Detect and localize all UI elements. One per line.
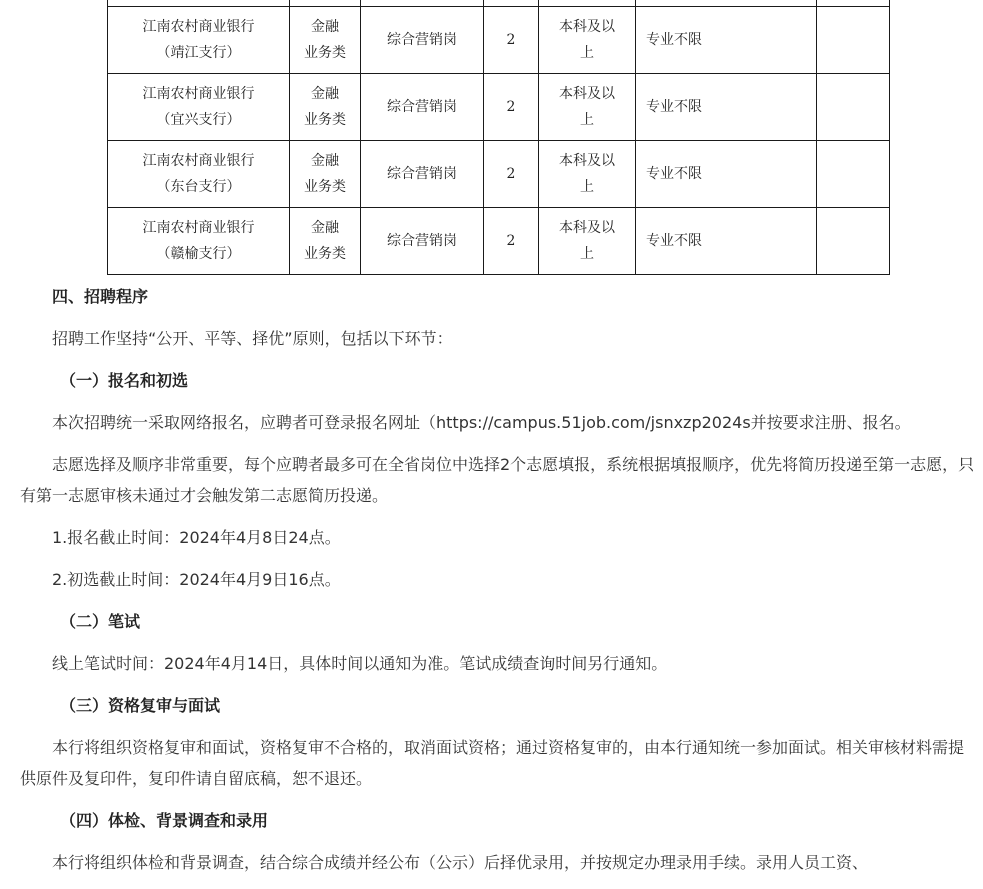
cell-education [539,140,636,207]
cell-unit [108,207,290,274]
cell-count [484,73,539,140]
table-row [108,207,890,274]
article-body [20,281,975,889]
cell-text: 2 [506,98,516,115]
section-heading: 四、招聘程序 [52,287,149,306]
cell-education [539,73,636,140]
subsection-heading-written-test: （二）笔试 [60,612,141,631]
cell-position [361,140,484,207]
cell-text: 综合营销岗 [387,232,457,249]
subsection-heading-review-interview: （三）资格复审与面试 [60,696,221,715]
cell-category [290,73,361,140]
cell-text: 本科及以 [559,18,615,35]
section-intro: 招聘工作坚持“公开、平等、择优”原则，包括以下环节： [52,329,453,348]
cell-text: 江南农村商业银行 [142,18,255,35]
cell-category [290,6,361,73]
cell-text: 本科及以 [559,152,615,169]
cell-count [484,6,539,73]
cell-count [484,140,539,207]
cell-major [636,207,817,274]
exam-hiring-paragraph: 本行将组织体检和背景调查，结合综合成绩并经公布（公示）后择优录用，并按规定办理录用手续。录用人员工资、 [52,853,869,872]
cell-position [361,73,484,140]
cell-text: 金融 [311,219,339,236]
cell-remark [817,73,890,140]
screening-deadline: 2.初选截止时间：2024年4月9日16点。 [52,570,341,589]
cell-text: 本科及以 [559,85,615,102]
cell-text: 专业不限 [646,165,702,182]
cell-text: 本科及以 [559,219,615,236]
positions-table-wrapper [107,0,890,275]
cell-remark [817,140,890,207]
table-row [108,73,890,140]
cell-education [539,6,636,73]
cell-text: 上 [580,245,594,262]
cell-category [290,140,361,207]
cell-unit [108,140,290,207]
positions-table [107,0,890,275]
cell-text: 专业不限 [646,31,702,48]
cell-text: 金融 [311,85,339,102]
cell-text: 综合营销岗 [387,165,457,182]
cell-remark [817,6,890,73]
cell-position [361,207,484,274]
cell-text: 江南农村商业银行 [142,219,255,236]
cell-text: （宜兴支行） [156,111,241,128]
cell-text: 业务类 [304,44,346,61]
subsection-heading-exam-hiring: （四）体检、背景调查和录用 [60,811,269,830]
cell-text: 金融 [311,152,339,169]
cell-count [484,207,539,274]
cell-text: 2 [506,31,516,48]
positions-table-body [108,0,890,274]
cell-major [636,6,817,73]
cell-text: （东台支行） [156,178,241,195]
preference-paragraph: 志愿选择及顺序非常重要，每个应聘者最多可在全省岗位中选择2个志愿填报，系统根据填报顺序，优先将简历投递至第一志愿，只有第一志愿审核未通过才会触发第二志愿简历投递。 [20,455,975,505]
cell-text: 江南农村商业银行 [142,85,255,102]
cell-education [539,207,636,274]
cell-category [290,207,361,274]
cell-position [361,6,484,73]
cell-text: 综合营销岗 [387,31,457,48]
cell-text: 综合营销岗 [387,98,457,115]
written-test-paragraph: 线上笔试时间：2024年4月14日，具体时间以通知为准。笔试成绩查询时间另行通知。 [52,654,668,673]
cell-text: 业务类 [304,178,346,195]
cell-unit [108,6,290,73]
subsection-heading-registration: （一）报名和初选 [60,371,189,390]
cell-text: （赣榆支行） [156,245,241,262]
cell-unit [108,73,290,140]
table-row [108,140,890,207]
cell-text: 江南农村商业银行 [142,152,255,169]
cell-text: 业务类 [304,245,346,262]
cell-text: 上 [580,111,594,128]
cell-text: 金融 [311,18,339,35]
cell-major [636,140,817,207]
table-row [108,6,890,73]
cell-text: 专业不限 [646,98,702,115]
review-interview-paragraph: 本行将组织资格复审和面试，资格复审不合格的，取消面试资格；通过资格复审的，由本行通知统一参加面试。相关审核材料需提供原件及复印件，复印件请自留底稿，恕不退还。 [20,738,965,788]
cell-text: 2 [506,165,516,182]
cell-text: 专业不限 [646,232,702,249]
cell-text: 上 [580,44,594,61]
cell-text: 业务类 [304,111,346,128]
cell-remark [817,207,890,274]
cell-text: 2 [506,232,516,249]
cell-major [636,73,817,140]
registration-deadline: 1.报名截止时间：2024年4月8日24点。 [52,528,341,547]
cell-text: （靖江支行） [156,44,241,61]
cell-text: 上 [580,178,594,195]
registration-paragraph: 本次招聘统一采取网络报名，应聘者可登录报名网址（https://campus.51job.com/jsnxzp2024s并按要求注册、报名。 [52,413,911,432]
